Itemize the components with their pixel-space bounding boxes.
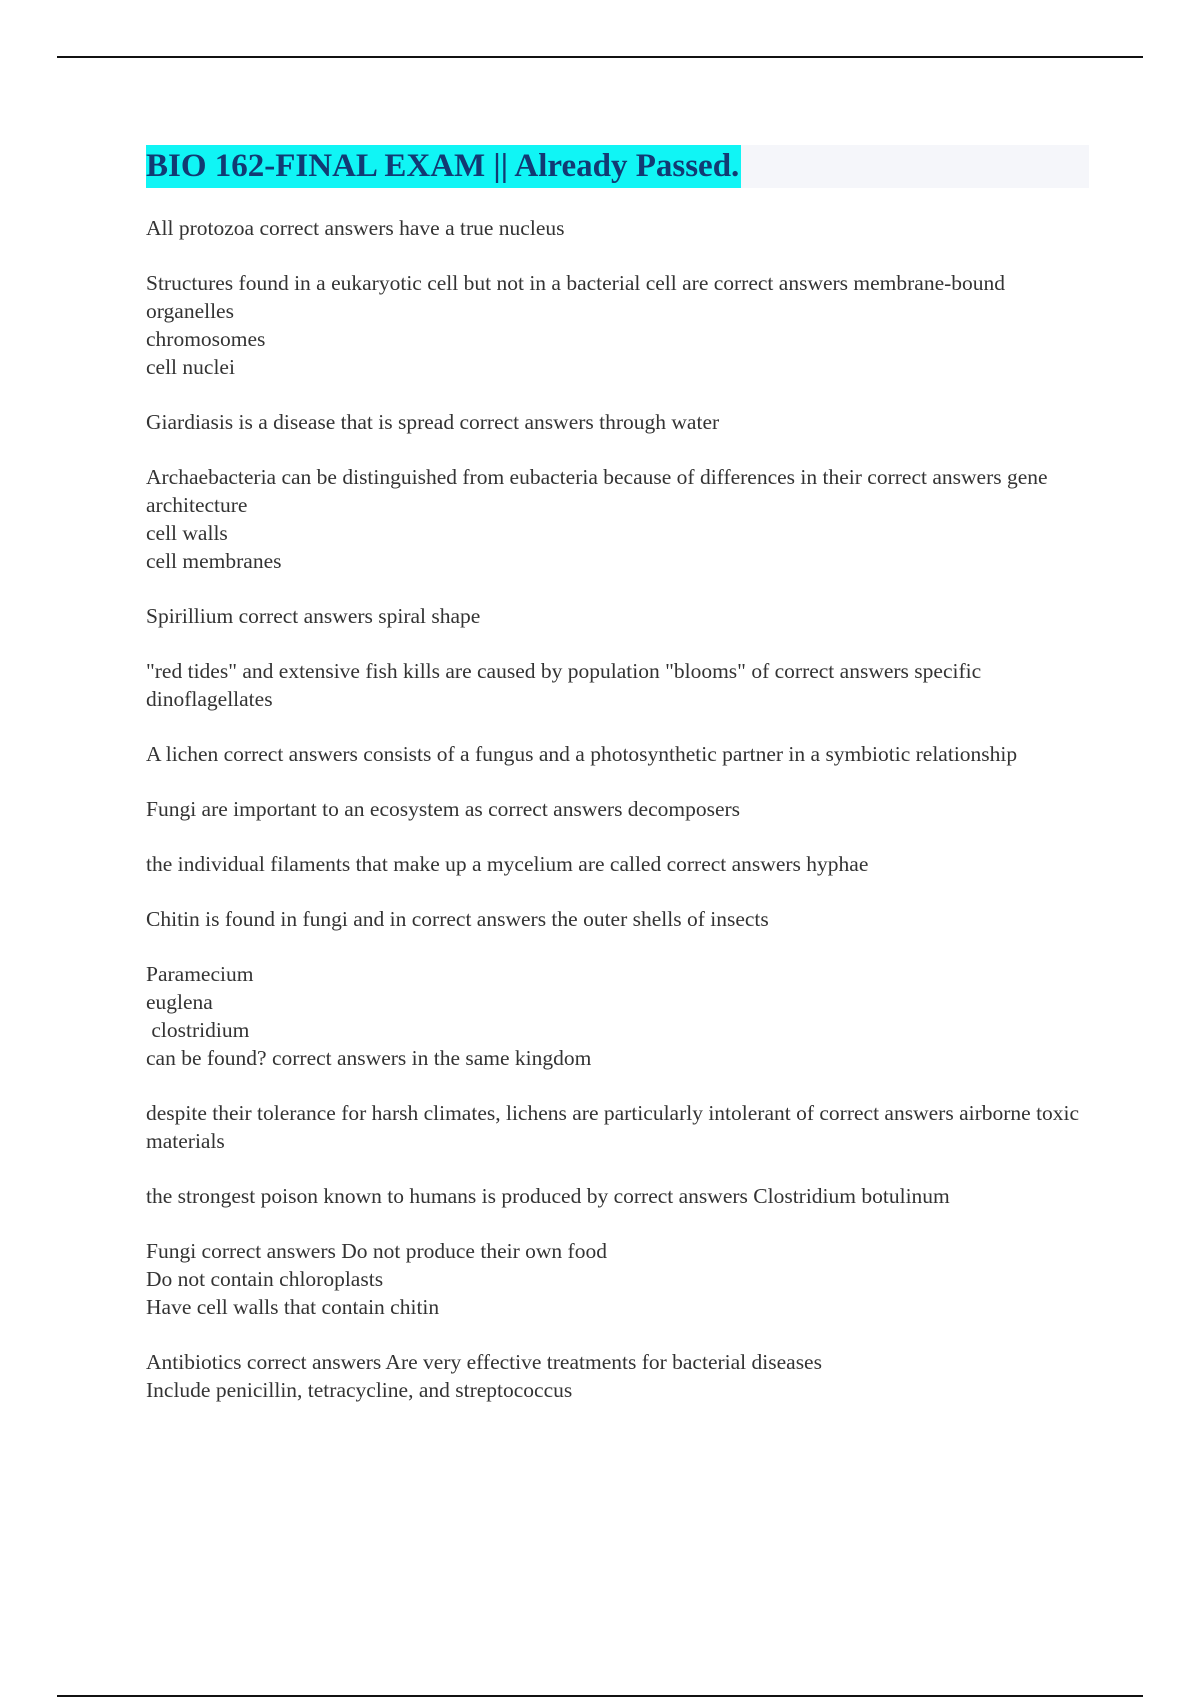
qa-line: Fungi correct answers Do not produce their own food [146,1239,607,1263]
qa-entry [146,1099,1091,1155]
qa-entry [146,960,1091,1072]
document-body [146,145,1091,1431]
qa-line: euglena [146,990,213,1014]
qa-line: Chitin is found in fungi and in correct answers the outer shells of insects [146,907,769,931]
title-bar [146,145,1089,188]
qa-line: cell membranes [146,549,282,573]
qa-line: Have cell walls that contain chitin [146,1295,440,1319]
qa-line: All protozoa correct answers have a true nucleus [146,216,565,240]
qa-line: Do not contain chloroplasts [146,1267,384,1291]
qa-line: Archaebacteria can be distinguished from eubacteria because of differences in their correct answers gene architecture [146,465,1053,517]
qa-line: Fungi are important to an ecosystem as correct answers decomposers [146,797,741,821]
document-title: BIO 162-FINAL EXAM || Already Passed. [146,145,741,188]
footer-rule [57,1695,1143,1697]
qa-line: Antibiotics correct answers Are very effective treatments for bacterial diseases [146,1350,822,1374]
header-rule [57,56,1143,58]
qa-entry [146,1348,1091,1404]
qa-line: cell nuclei [146,355,235,379]
qa-entry [146,269,1091,381]
qa-entry [146,1182,1091,1210]
qa-entry [146,1237,1091,1321]
qa-line: can be found? correct answers in the same kingdom [146,1046,592,1070]
qa-entry [146,905,1091,933]
qa-line: the strongest poison known to humans is produced by correct answers Clostridium botulinum [146,1184,950,1208]
qa-entry [146,850,1091,878]
qa-entry [146,463,1091,575]
qa-line: despite their tolerance for harsh climates, lichens are particularly intolerant of correct answers airborne toxic materials [146,1101,1085,1153]
qa-line: clostridium [146,1018,250,1042]
qa-line: "red tides" and extensive fish kills are caused by population "blooms" of correct answers specific dinoflagellates [146,659,987,711]
qa-entry [146,214,1091,242]
qa-line: Paramecium [146,962,254,986]
qa-entry [146,657,1091,713]
qa-line: chromosomes [146,327,266,351]
qa-line: cell walls [146,521,228,545]
qa-entry [146,602,1091,630]
qa-list [146,214,1091,1404]
qa-line: Structures found in a eukaryotic cell but not in a bacterial cell are correct answers membrane-bound organelles [146,271,1011,323]
qa-entry [146,740,1091,768]
qa-line: Include penicillin, tetracycline, and streptococcus [146,1378,573,1402]
qa-line: Spirillium correct answers spiral shape [146,604,481,628]
qa-entry [146,795,1091,823]
qa-line: A lichen correct answers consists of a fungus and a photosynthetic partner in a symbiotic relationship [146,742,1018,766]
qa-line: Giardiasis is a disease that is spread correct answers through water [146,410,720,434]
qa-line: the individual filaments that make up a mycelium are called correct answers hyphae [146,852,869,876]
qa-entry [146,408,1091,436]
